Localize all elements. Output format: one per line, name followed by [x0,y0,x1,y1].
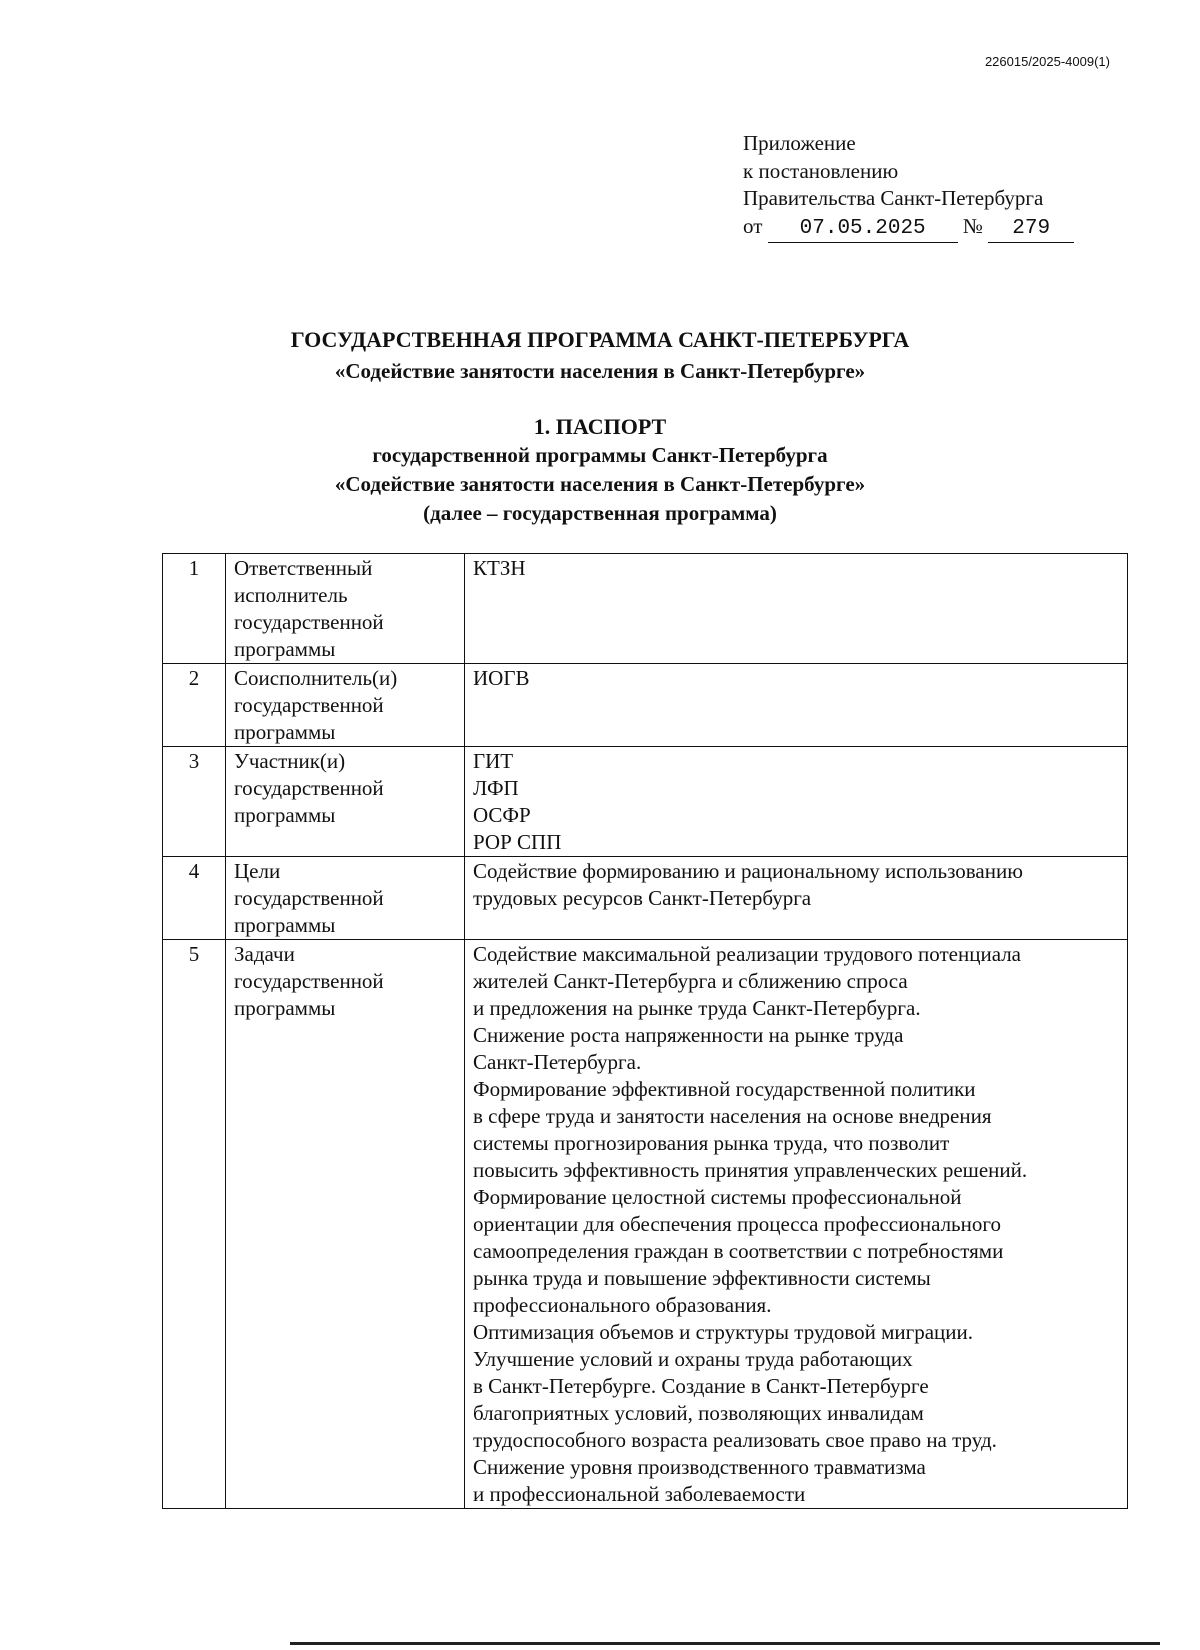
row-value-line: благоприятных условий, позволяющих инвалидам [473,1401,924,1425]
table-row [163,747,1128,857]
row-label-line: Задачи [234,942,295,966]
row-value-line: Санкт-Петербурга. [473,1050,642,1074]
row-value-line: Формирование эффективной государственной политики [473,1077,976,1101]
row-label-line: Ответственный [234,556,373,580]
row-label-line: Участник(и) [234,749,346,773]
row-label-line: государственной [234,610,384,634]
row-value-line: ИОГВ [473,666,530,690]
row-label-line: программы [234,913,336,937]
row-value [465,747,1128,857]
row-value-line: КТЗН [473,556,526,580]
date-prefix: от [743,213,763,238]
row-number: 3 [163,747,226,857]
table-row [163,664,1128,747]
row-label-line: государственной [234,886,384,910]
row-label-line: программы [234,996,336,1020]
row-value-line: Снижение роста напряженности на рынке труда [473,1023,904,1047]
appendix-date-number-line [743,213,1074,244]
row-label-line: государственной [234,776,384,800]
passport-heading-line: государственной программы Санкт-Петербурга [372,443,828,467]
row-label [226,940,465,1509]
row-label-line: государственной [234,693,384,717]
passport-heading-line: (далее – государственная программа) [423,501,777,525]
appendix-line: Правительства Санкт-Петербурга [743,186,1044,210]
row-value-line: самоопределения граждан в соответствии с потребностями [473,1239,1004,1263]
number-prefix: № [962,213,983,238]
row-label-line: Цели [234,859,281,883]
row-value-line: ориентации для обеспечения процесса профессионального [473,1212,1001,1236]
table-row [163,554,1128,664]
row-value-line: РОР СПП [473,830,562,854]
row-value-line: повысить эффективность принятия управленческих решений. [473,1158,1028,1182]
row-label [226,857,465,940]
program-subtitle: «Содействие занятости населения в Санкт-Петербурге» [334,359,866,383]
row-value-line: Содействие формированию и рациональному использованию [473,859,1023,883]
row-number: 5 [163,940,226,1509]
appendix-line: Приложение [743,131,856,155]
row-label [226,554,465,664]
row-value-line: ЛФП [473,776,519,800]
row-label-line: государственной [234,969,384,993]
passport-table [162,553,1128,1509]
row-label-line: программы [234,637,336,661]
program-title-block [0,324,1200,386]
row-value [465,664,1128,747]
row-label-line: программы [234,720,336,744]
passport-heading-block [0,412,1200,528]
row-label [226,747,465,857]
row-value-line: Формирование целостной системы профессиональной [473,1185,962,1209]
row-value-line: и предложения на рынке труда Санкт-Петербурга. [473,996,921,1020]
row-value [465,857,1128,940]
row-value-line: рынка труда и повышение эффективности системы [473,1266,931,1290]
passport-table-body [163,554,1128,1509]
row-value-line: Содействие максимальной реализации трудового потенциала [473,942,1021,966]
row-number: 4 [163,857,226,940]
row-value-line: ГИТ [473,749,514,773]
resolution-number: 279 [988,215,1074,244]
passport-heading: 1. ПАСПОРТ [533,414,667,439]
row-number: 2 [163,664,226,747]
row-value-line: в сфере труда и занятости населения на основе внедрения [473,1104,992,1128]
program-title: ГОСУДАРСТВЕННАЯ ПРОГРАММА САНКТ-ПЕТЕРБУРГА [290,327,910,352]
row-value [465,554,1128,664]
row-value-line: профессионального образования. [473,1293,772,1317]
passport-heading-line: «Содействие занятости населения в Санкт-Петербурге» [334,472,866,496]
row-number: 1 [163,554,226,664]
row-value-line: трудоспособного возраста реализовать свое право на труд. [473,1428,997,1452]
row-value-line: жителей Санкт-Петербурга и сближению спроса [473,969,908,993]
row-label-line: программы [234,803,336,827]
appendix-line: к постановлению [743,158,899,183]
appendix-block [743,130,1074,243]
row-value-line: Улучшение условий и охраны труда работающих [473,1347,913,1371]
row-value-line: и профессиональной заболеваемости [473,1482,806,1506]
page-bottom-rule [290,1642,1160,1645]
row-value-line: Оптимизация объемов и структуры трудовой миграции. [473,1320,974,1344]
row-label [226,664,465,747]
row-value-line: трудовых ресурсов Санкт-Петербурга [473,886,812,910]
row-value [465,940,1128,1509]
row-label-line: Соисполнитель(и) [234,666,398,690]
table-row [163,857,1128,940]
row-value-line: ОСФР [473,803,531,827]
row-value-line: системы прогнозирования рынка труда, что позволит [473,1131,950,1155]
row-label-line: исполнитель [234,583,348,607]
row-value-line: в Санкт-Петербурге. Создание в Санкт-Петербурге [473,1374,929,1398]
table-row [163,940,1128,1509]
resolution-date: 07.05.2025 [768,215,958,244]
row-value-line: Снижение уровня производственного травматизма [473,1455,926,1479]
document-registration-number: 226015/2025-4009(1) [984,54,1110,69]
